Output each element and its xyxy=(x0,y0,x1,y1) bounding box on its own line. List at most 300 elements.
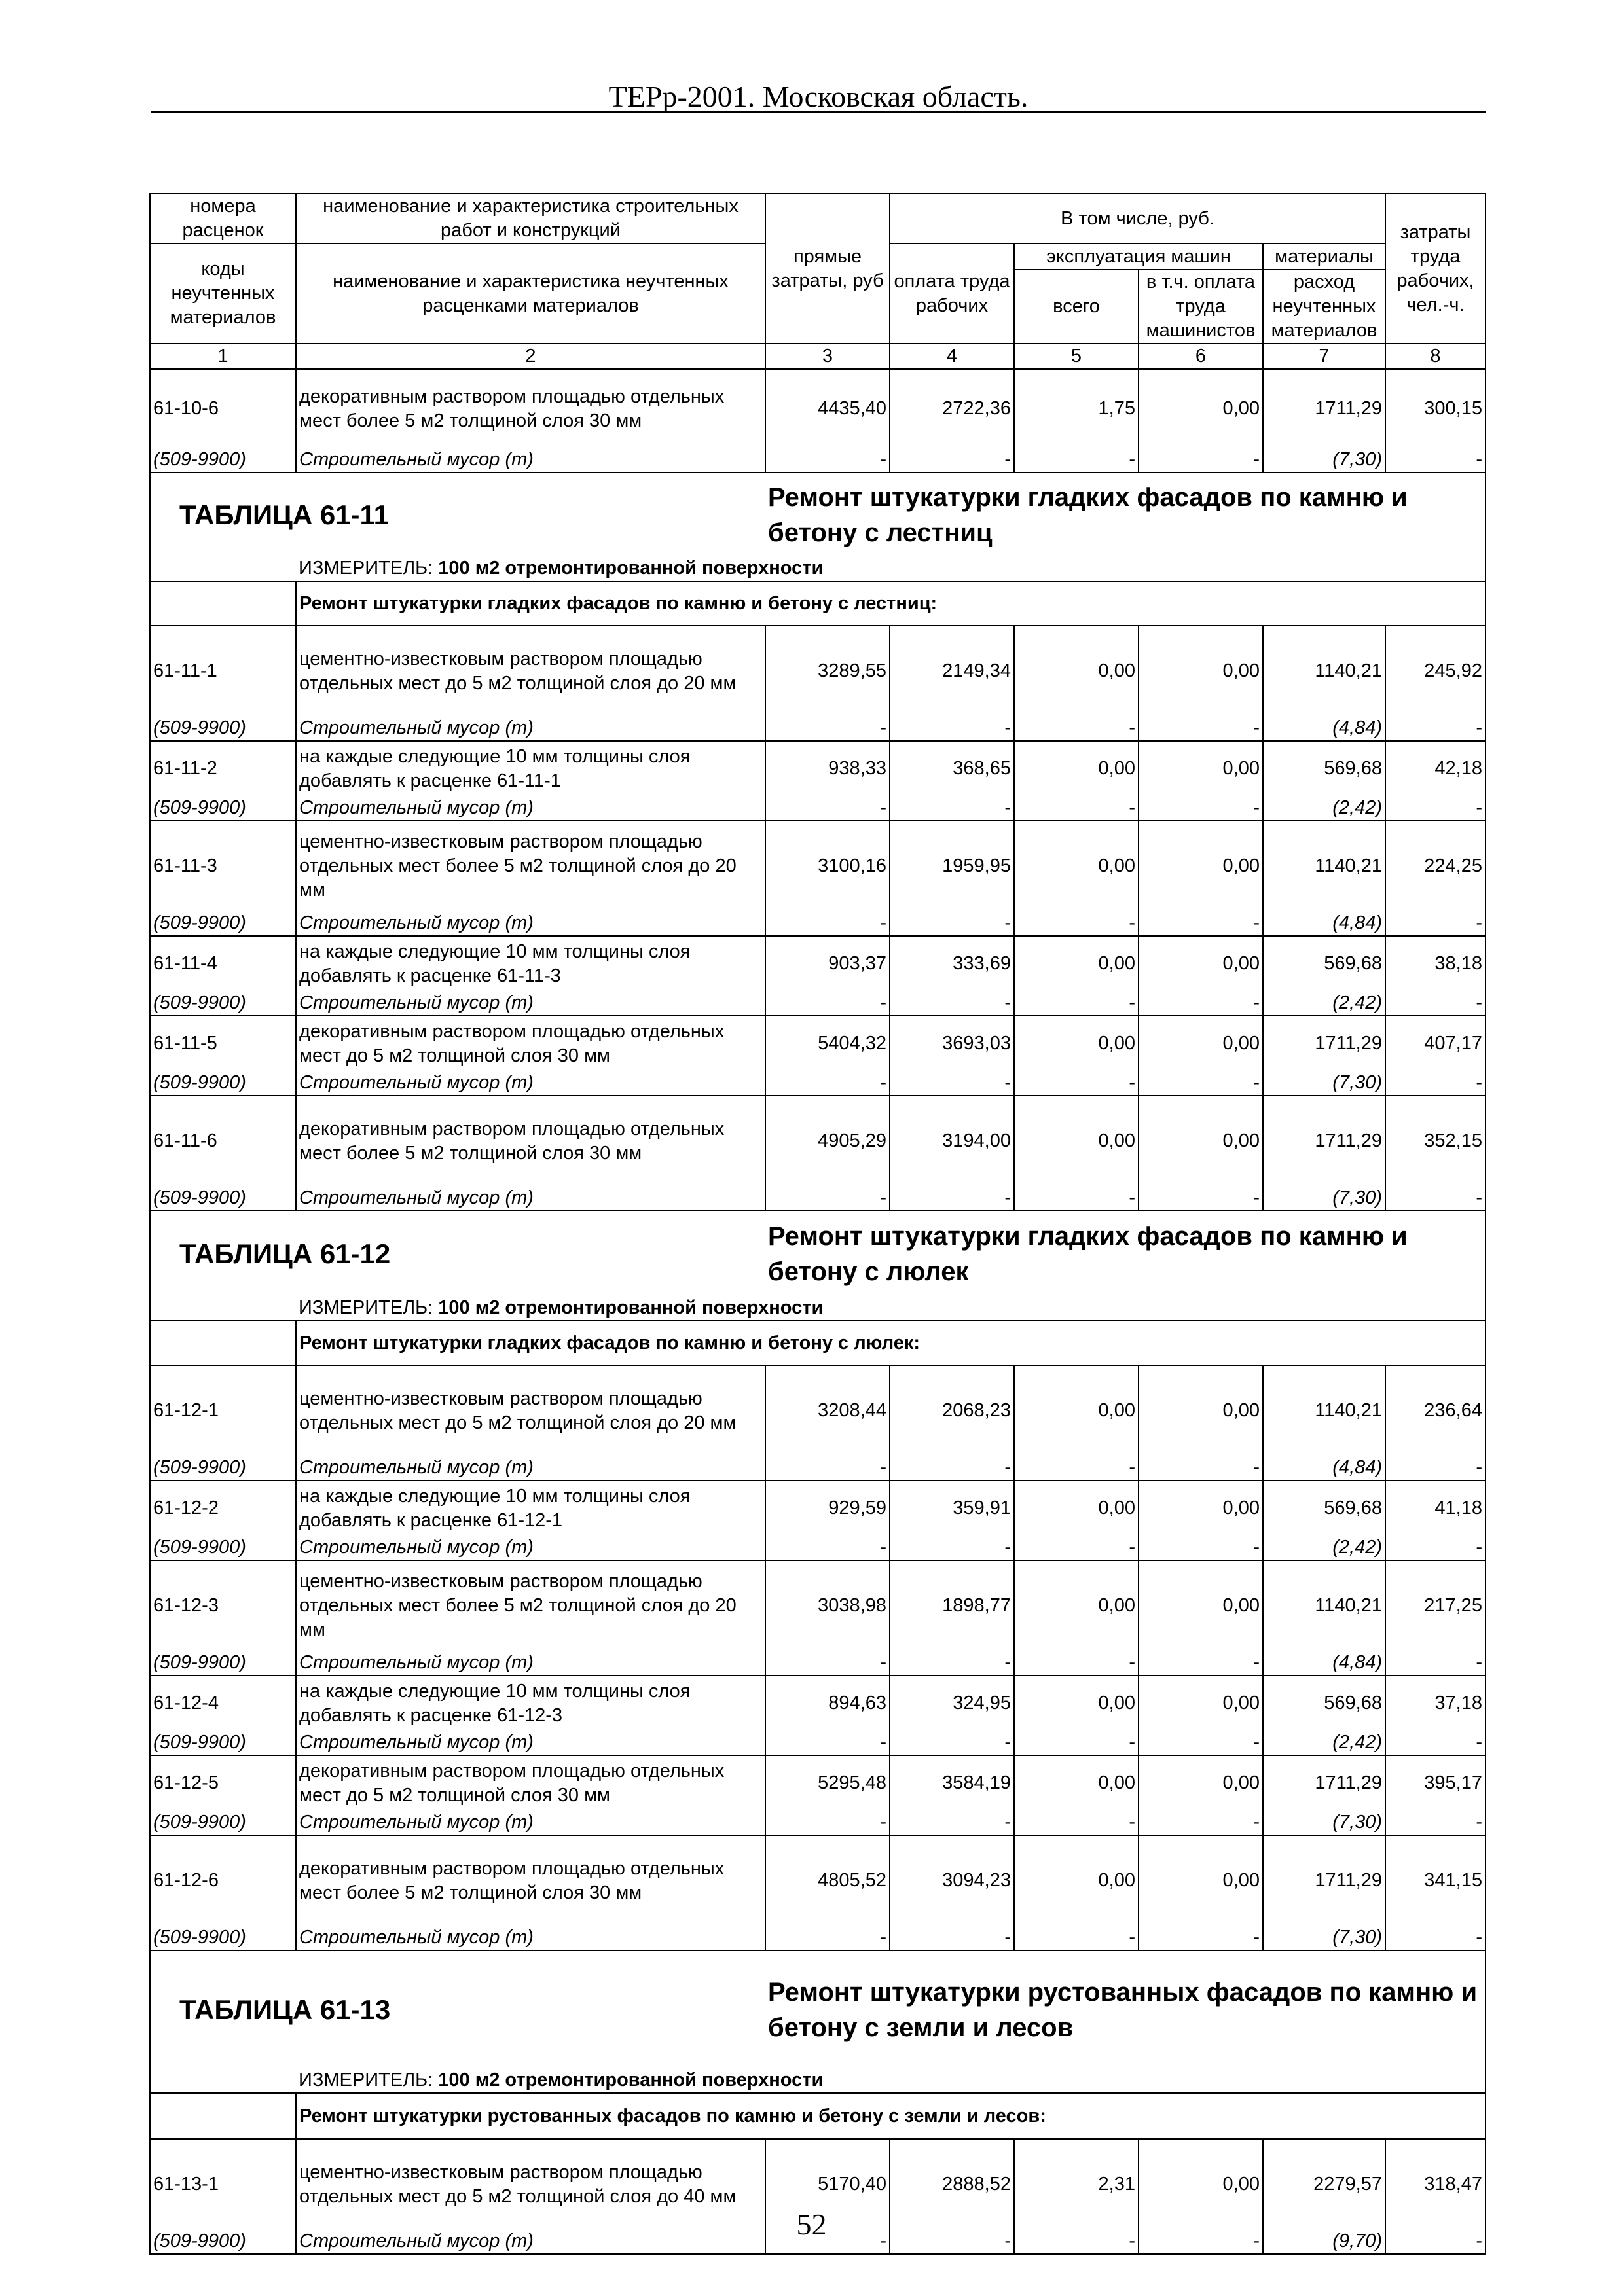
material-value: - xyxy=(1139,716,1263,741)
material-row xyxy=(150,448,1486,473)
rate-row xyxy=(150,626,1486,716)
table-name: Ремонт штукатурки гладких фасадов по камню и бетону с люлек xyxy=(768,1221,1408,1286)
rate-row xyxy=(150,1096,1486,1186)
rate-value: 3038,98 xyxy=(765,1560,890,1651)
rate-code: 61-11-3 xyxy=(150,821,296,911)
col-header-materials: материалы xyxy=(1263,243,1385,270)
material-name: Строительный мусор (т) xyxy=(296,716,765,741)
column-numbers-row xyxy=(150,344,1486,369)
meter-value: 100 м2 отремонтированной поверхности xyxy=(438,2070,824,2090)
rate-value: 2888,52 xyxy=(890,2139,1014,2229)
rate-value: 37,18 xyxy=(1385,1676,1486,1731)
table-title-cell xyxy=(150,1950,765,2068)
material-value: - xyxy=(1014,796,1139,821)
material-row xyxy=(150,716,1486,741)
material-value: - xyxy=(1139,1731,1263,1755)
material-value: - xyxy=(1014,1926,1139,1950)
table-name: Ремонт штукатурки рустованных фасадов по камню и бетону с земли и лесов xyxy=(768,1977,1478,2042)
material-value: - xyxy=(1139,1071,1263,1096)
section-row xyxy=(150,2093,1486,2139)
material-name: Строительный мусор (т) xyxy=(296,1535,765,1560)
material-value: - xyxy=(1014,1186,1139,1211)
material-value: - xyxy=(890,796,1014,821)
rate-row xyxy=(150,936,1486,991)
material-name: Строительный мусор (т) xyxy=(296,1651,765,1676)
material-value: - xyxy=(1014,1651,1139,1676)
material-value: - xyxy=(765,2229,890,2254)
material-value: - xyxy=(890,1731,1014,1755)
rate-name: декоративным раствором площадью отдельных мест до 5 м2 толщиной слоя 30 мм xyxy=(296,1016,765,1071)
meter-label: ИЗМЕРИТЕЛЬ: xyxy=(299,1297,433,1318)
rate-value: 0,00 xyxy=(1014,741,1139,796)
material-value: - xyxy=(890,1535,1014,1560)
col-num: 5 xyxy=(1014,344,1139,369)
material-name: Строительный мусор (т) xyxy=(296,448,765,473)
rate-name: на каждые следующие 10 мм толщины слоя добавлять к расценке 61-12-3 xyxy=(296,1676,765,1731)
rate-value: 0,00 xyxy=(1014,1560,1139,1651)
rate-value: 0,00 xyxy=(1014,1676,1139,1731)
rate-value: 3100,16 xyxy=(765,821,890,911)
material-value: - xyxy=(890,991,1014,1016)
rate-value: 217,25 xyxy=(1385,1560,1486,1651)
rate-value: 318,47 xyxy=(1385,2139,1486,2229)
rate-value: 5295,48 xyxy=(765,1755,890,1810)
material-row xyxy=(150,991,1486,1016)
material-value: - xyxy=(765,1456,890,1480)
rate-value: 4435,40 xyxy=(765,369,890,448)
material-value: - xyxy=(1385,1071,1486,1096)
section-row xyxy=(150,581,1486,626)
table-name-cell xyxy=(765,1950,1486,2068)
rate-row xyxy=(150,1560,1486,1651)
material-value: - xyxy=(1385,716,1486,741)
section-spacer xyxy=(150,2093,296,2139)
rate-value: 1711,29 xyxy=(1263,1096,1385,1186)
rate-value: 38,18 xyxy=(1385,936,1486,991)
material-name: Строительный мусор (т) xyxy=(296,2229,765,2254)
material-value: - xyxy=(1385,1731,1486,1755)
material-name: Строительный мусор (т) xyxy=(296,1926,765,1950)
material-value: - xyxy=(1014,2229,1139,2254)
material-value: - xyxy=(765,911,890,936)
rate-value: 4805,52 xyxy=(765,1835,890,1926)
rate-value: 3693,03 xyxy=(890,1016,1014,1071)
material-value: - xyxy=(1139,2229,1263,2254)
rate-row xyxy=(150,1365,1486,1456)
table-title-row xyxy=(150,1211,1486,1296)
rate-value: 0,00 xyxy=(1014,1480,1139,1535)
material-row xyxy=(150,1456,1486,1480)
material-row xyxy=(150,1810,1486,1835)
material-value: - xyxy=(1139,1456,1263,1480)
rate-code: 61-11-5 xyxy=(150,1016,296,1071)
material-value: - xyxy=(1385,991,1486,1016)
rate-code: 61-12-2 xyxy=(150,1480,296,1535)
material-name: Строительный мусор (т) xyxy=(296,1810,765,1835)
rate-code: 61-12-1 xyxy=(150,1365,296,1456)
rate-value: 4905,29 xyxy=(765,1096,890,1186)
rate-value: 2068,23 xyxy=(890,1365,1014,1456)
material-row xyxy=(150,1186,1486,1211)
rate-value: 938,33 xyxy=(765,741,890,796)
col-num: 1 xyxy=(150,344,296,369)
meter-value: 100 м2 отремонтированной поверхности xyxy=(438,1297,824,1318)
material-value: - xyxy=(1139,991,1263,1016)
rate-value: 2279,57 xyxy=(1263,2139,1385,2229)
rate-value: 0,00 xyxy=(1139,1365,1263,1456)
rate-code: 61-11-2 xyxy=(150,741,296,796)
material-value: - xyxy=(890,1651,1014,1676)
material-value: - xyxy=(1014,1731,1139,1755)
material-value: - xyxy=(890,1186,1014,1211)
rate-value: 0,00 xyxy=(1139,369,1263,448)
rate-value: 894,63 xyxy=(765,1676,890,1731)
rate-value: 3094,23 xyxy=(890,1835,1014,1926)
rate-value: 300,15 xyxy=(1385,369,1486,448)
rate-value: 2149,34 xyxy=(890,626,1014,716)
rate-code: 61-11-6 xyxy=(150,1096,296,1186)
table-label: ТАБЛИЦА 61-13 xyxy=(179,1994,391,2025)
meter-cell xyxy=(296,1296,1486,1321)
material-value: - xyxy=(765,448,890,473)
rate-code: 61-13-1 xyxy=(150,2139,296,2229)
material-value: - xyxy=(1139,1535,1263,1560)
material-name: Строительный мусор (т) xyxy=(296,1186,765,1211)
material-value: - xyxy=(765,1535,890,1560)
material-name: Строительный мусор (т) xyxy=(296,911,765,936)
rate-value: 0,00 xyxy=(1139,626,1263,716)
material-value: (2,42) xyxy=(1263,991,1385,1016)
material-value: - xyxy=(1385,1651,1486,1676)
col-header-name: наименование и характеристика строительных работ и конструкций xyxy=(296,194,765,243)
rate-name: декоративным раствором площадью отдельных мест более 5 м2 толщиной слоя 30 мм xyxy=(296,1835,765,1926)
material-code: (509-9900) xyxy=(150,1731,296,1755)
rate-value: 0,00 xyxy=(1014,1755,1139,1810)
rate-row xyxy=(150,1755,1486,1810)
rate-value: 569,68 xyxy=(1263,741,1385,796)
rate-row xyxy=(150,1016,1486,1071)
material-value: - xyxy=(765,991,890,1016)
material-row xyxy=(150,1926,1486,1950)
material-value: - xyxy=(1385,1810,1486,1835)
material-row xyxy=(150,796,1486,821)
col-header-code-sub: коды неучтенных материалов xyxy=(150,243,296,344)
material-value: - xyxy=(890,448,1014,473)
rate-value: 1711,29 xyxy=(1263,369,1385,448)
col-num: 4 xyxy=(890,344,1014,369)
rate-value: 1140,21 xyxy=(1263,821,1385,911)
section-title: Ремонт штукатурки гладких фасадов по камню и бетону с люлек: xyxy=(296,1321,1486,1365)
rate-name: декоративным раствором площадью отдельных мест до 5 м2 толщиной слоя 30 мм xyxy=(296,1755,765,1810)
material-code: (509-9900) xyxy=(150,796,296,821)
material-value: - xyxy=(1385,796,1486,821)
material-value: (7,30) xyxy=(1263,1186,1385,1211)
rate-value: 359,91 xyxy=(890,1480,1014,1535)
price-table xyxy=(149,193,1486,2255)
material-value: - xyxy=(1385,1535,1486,1560)
material-code: (509-9900) xyxy=(150,1651,296,1676)
material-value: - xyxy=(765,796,890,821)
material-code: (509-9900) xyxy=(150,716,296,741)
rate-name: на каждые следующие 10 мм толщины слоя добавлять к расценке 61-12-1 xyxy=(296,1480,765,1535)
rate-code: 61-11-1 xyxy=(150,626,296,716)
rate-code: 61-10-6 xyxy=(150,369,296,448)
rate-value: 341,15 xyxy=(1385,1835,1486,1926)
material-value: - xyxy=(1385,1186,1486,1211)
material-value: - xyxy=(890,1071,1014,1096)
material-value: - xyxy=(1385,1926,1486,1950)
rate-value: 0,00 xyxy=(1014,1365,1139,1456)
section-spacer xyxy=(150,1321,296,1365)
material-code: (509-9900) xyxy=(150,911,296,936)
col-header-machines-total: всего xyxy=(1014,270,1139,344)
material-code: (509-9900) xyxy=(150,2229,296,2254)
rate-value: 929,59 xyxy=(765,1480,890,1535)
material-row xyxy=(150,911,1486,936)
rate-row xyxy=(150,741,1486,796)
rate-value: 3194,00 xyxy=(890,1096,1014,1186)
rate-value: 1711,29 xyxy=(1263,1755,1385,1810)
header-rule xyxy=(151,111,1486,113)
rate-row xyxy=(150,369,1486,448)
material-row xyxy=(150,1535,1486,1560)
rate-value: 0,00 xyxy=(1139,1016,1263,1071)
page-header-title: ТЕРр-2001. Московская область. xyxy=(608,80,1029,113)
material-name: Строительный мусор (т) xyxy=(296,1731,765,1755)
material-value: - xyxy=(1014,991,1139,1016)
material-code: (509-9900) xyxy=(150,1456,296,1480)
rate-value: 5404,32 xyxy=(765,1016,890,1071)
rate-value: 903,37 xyxy=(765,936,890,991)
rate-value: 41,18 xyxy=(1385,1480,1486,1535)
rate-value: 0,00 xyxy=(1139,1096,1263,1186)
material-value: (9,70) xyxy=(1263,2229,1385,2254)
material-value: - xyxy=(1385,911,1486,936)
material-name: Строительный мусор (т) xyxy=(296,796,765,821)
rate-value: 245,92 xyxy=(1385,626,1486,716)
rate-value: 2722,36 xyxy=(890,369,1014,448)
rate-value: 368,65 xyxy=(890,741,1014,796)
material-value: - xyxy=(765,1731,890,1755)
table-title-cell xyxy=(150,473,765,556)
material-value: - xyxy=(890,1456,1014,1480)
rate-name: на каждые следующие 10 мм толщины слоя добавлять к расценке 61-11-3 xyxy=(296,936,765,991)
rate-value: 407,17 xyxy=(1385,1016,1486,1071)
rate-name: на каждые следующие 10 мм толщины слоя добавлять к расценке 61-11-1 xyxy=(296,741,765,796)
rate-value: 0,00 xyxy=(1014,626,1139,716)
rate-value: 0,00 xyxy=(1139,1755,1263,1810)
material-value: (7,30) xyxy=(1263,1810,1385,1835)
rate-value: 1140,21 xyxy=(1263,626,1385,716)
rate-value: 3208,44 xyxy=(765,1365,890,1456)
material-value: - xyxy=(890,716,1014,741)
rate-code: 61-11-4 xyxy=(150,936,296,991)
rate-value: 324,95 xyxy=(890,1676,1014,1731)
table-label: ТАБЛИЦА 61-12 xyxy=(179,1238,391,1269)
rate-name: декоративным раствором площадью отдельных мест более 5 м2 толщиной слоя 30 мм xyxy=(296,369,765,448)
material-value: - xyxy=(765,1186,890,1211)
table-name-cell xyxy=(765,1211,1486,1296)
material-code: (509-9900) xyxy=(150,1071,296,1096)
rate-value: 42,18 xyxy=(1385,741,1486,796)
material-value: - xyxy=(890,2229,1014,2254)
rate-value: 5170,40 xyxy=(765,2139,890,2229)
meter-spacer xyxy=(150,556,296,581)
col-header-code: номера расценок xyxy=(150,194,296,243)
col-num: 7 xyxy=(1263,344,1385,369)
material-value: - xyxy=(1139,1810,1263,1835)
material-value: - xyxy=(1014,1535,1139,1560)
rate-name: цементно-известковым раствором площадью отдельных мест до 5 м2 толщиной слоя до 40 мм xyxy=(296,2139,765,2229)
rate-name: цементно-известковым раствором площадью отдельных мест более 5 м2 толщиной слоя до 20 мм xyxy=(296,821,765,911)
rate-code: 61-12-4 xyxy=(150,1676,296,1731)
material-value: - xyxy=(1139,1926,1263,1950)
col-header-machines: эксплуатация машин xyxy=(1014,243,1263,270)
material-value: - xyxy=(1139,1651,1263,1676)
rate-value: 569,68 xyxy=(1263,1480,1385,1535)
section-spacer xyxy=(150,581,296,626)
rate-value: 0,00 xyxy=(1014,1096,1139,1186)
col-num: 2 xyxy=(296,344,765,369)
material-value: - xyxy=(890,1810,1014,1835)
material-value: (4,84) xyxy=(1263,1456,1385,1480)
rate-value: 1140,21 xyxy=(1263,1365,1385,1456)
rate-value: 0,00 xyxy=(1139,1676,1263,1731)
rate-value: 0,00 xyxy=(1139,2139,1263,2229)
material-value: - xyxy=(1014,1456,1139,1480)
rate-row xyxy=(150,821,1486,911)
rate-value: 569,68 xyxy=(1263,936,1385,991)
material-value: (2,42) xyxy=(1263,796,1385,821)
table-name-cell xyxy=(765,473,1486,556)
section-row xyxy=(150,1321,1486,1365)
material-value: - xyxy=(1139,448,1263,473)
material-value: - xyxy=(765,1071,890,1096)
rate-code: 61-12-6 xyxy=(150,1835,296,1926)
table-title-row xyxy=(150,473,1486,556)
meter-row xyxy=(150,1296,1486,1321)
meter-value: 100 м2 отремонтированной поверхности xyxy=(438,558,824,579)
table-title-cell xyxy=(150,1211,765,1296)
material-value: - xyxy=(1014,1071,1139,1096)
col-header-labor: затраты труда рабочих, чел.-ч. xyxy=(1385,194,1486,344)
rate-value: 0,00 xyxy=(1014,1016,1139,1071)
material-row xyxy=(150,1731,1486,1755)
material-value: (7,30) xyxy=(1263,1926,1385,1950)
rate-value: 395,17 xyxy=(1385,1755,1486,1810)
material-value: - xyxy=(1014,1810,1139,1835)
material-name: Строительный мусор (т) xyxy=(296,1071,765,1096)
rate-value: 333,69 xyxy=(890,936,1014,991)
col-header-materials-sub: расход неучтенных материалов xyxy=(1263,270,1385,344)
meter-spacer xyxy=(150,1296,296,1321)
material-value: (4,84) xyxy=(1263,1651,1385,1676)
col-num: 6 xyxy=(1139,344,1263,369)
material-row xyxy=(150,1071,1486,1096)
material-code: (509-9900) xyxy=(150,991,296,1016)
rate-value: 3289,55 xyxy=(765,626,890,716)
rate-code: 61-12-3 xyxy=(150,1560,296,1651)
rate-value: 0,00 xyxy=(1014,821,1139,911)
material-code: (509-9900) xyxy=(150,1810,296,1835)
rate-row xyxy=(150,1835,1486,1926)
rate-value: 1711,29 xyxy=(1263,1016,1385,1071)
col-header-incl: В том числе, руб. xyxy=(890,194,1385,243)
col-header-machines-wages: в т.ч. оплата труда машинистов xyxy=(1139,270,1263,344)
rate-value: 0,00 xyxy=(1139,1560,1263,1651)
material-row xyxy=(150,1651,1486,1676)
material-code: (509-9900) xyxy=(150,1926,296,1950)
material-value: (4,84) xyxy=(1263,716,1385,741)
material-value: (7,30) xyxy=(1263,1071,1385,1096)
meter-cell xyxy=(296,2068,1486,2093)
rate-value: 0,00 xyxy=(1014,936,1139,991)
rate-name: декоративным раствором площадью отдельных мест более 5 м2 толщиной слоя 30 мм xyxy=(296,1096,765,1186)
material-value: - xyxy=(1385,448,1486,473)
material-value: - xyxy=(890,1926,1014,1950)
material-value: - xyxy=(765,1810,890,1835)
col-num: 3 xyxy=(765,344,890,369)
material-value: - xyxy=(890,911,1014,936)
section-title: Ремонт штукатурки рустованных фасадов по камню и бетону с земли и лесов: xyxy=(296,2093,1486,2139)
col-header-wages: оплата труда рабочих xyxy=(890,243,1014,344)
col-header-name-sub: наименование и характеристика неучтенных расценками материалов xyxy=(296,243,765,344)
material-value: (2,42) xyxy=(1263,1535,1385,1560)
table-label: ТАБЛИЦА 61-11 xyxy=(179,499,389,530)
rate-row xyxy=(150,1676,1486,1731)
material-value: (4,84) xyxy=(1263,911,1385,936)
rate-name: цементно-известковым раствором площадью отдельных мест до 5 м2 толщиной слоя до 20 мм xyxy=(296,1365,765,1456)
material-value: - xyxy=(1139,1186,1263,1211)
meter-cell xyxy=(296,556,1486,581)
material-code: (509-9900) xyxy=(150,1535,296,1560)
rate-value: 352,15 xyxy=(1385,1096,1486,1186)
material-value: - xyxy=(1139,911,1263,936)
rate-value: 1898,77 xyxy=(890,1560,1014,1651)
material-value: (7,30) xyxy=(1263,448,1385,473)
rate-value: 236,64 xyxy=(1385,1365,1486,1456)
meter-label: ИЗМЕРИТЕЛЬ: xyxy=(299,558,433,579)
rate-value: 0,00 xyxy=(1139,936,1263,991)
rate-value: 1959,95 xyxy=(890,821,1014,911)
material-code: (509-9900) xyxy=(150,1186,296,1211)
rate-name: цементно-известковым раствором площадью отдельных мест более 5 м2 толщиной слоя до 20 мм xyxy=(296,1560,765,1651)
table-name: Ремонт штукатурки гладких фасадов по камню и бетону с лестниц xyxy=(768,482,1408,547)
rate-code: 61-12-5 xyxy=(150,1755,296,1810)
material-code: (509-9900) xyxy=(150,448,296,473)
material-value: - xyxy=(1014,448,1139,473)
meter-row xyxy=(150,556,1486,581)
table-title-row xyxy=(150,1950,1486,2068)
col-header-direct: прямые затраты, руб xyxy=(765,194,890,344)
meter-row xyxy=(150,2068,1486,2093)
rate-value: 0,00 xyxy=(1014,1835,1139,1926)
section-title: Ремонт штукатурки гладких фасадов по камню и бетону с лестниц: xyxy=(296,581,1486,626)
rate-value: 569,68 xyxy=(1263,1676,1385,1731)
material-value: - xyxy=(1014,716,1139,741)
material-value: - xyxy=(1385,1456,1486,1480)
rate-value: 0,00 xyxy=(1139,1835,1263,1926)
rate-value: 1711,29 xyxy=(1263,1835,1385,1926)
material-value: - xyxy=(765,1651,890,1676)
rate-row xyxy=(150,1480,1486,1535)
rate-value: 3584,19 xyxy=(890,1755,1014,1810)
col-num: 8 xyxy=(1385,344,1486,369)
material-name: Строительный мусор (т) xyxy=(296,1456,765,1480)
rate-value: 224,25 xyxy=(1385,821,1486,911)
material-value: - xyxy=(765,716,890,741)
page-number: 52 xyxy=(796,2208,827,2241)
